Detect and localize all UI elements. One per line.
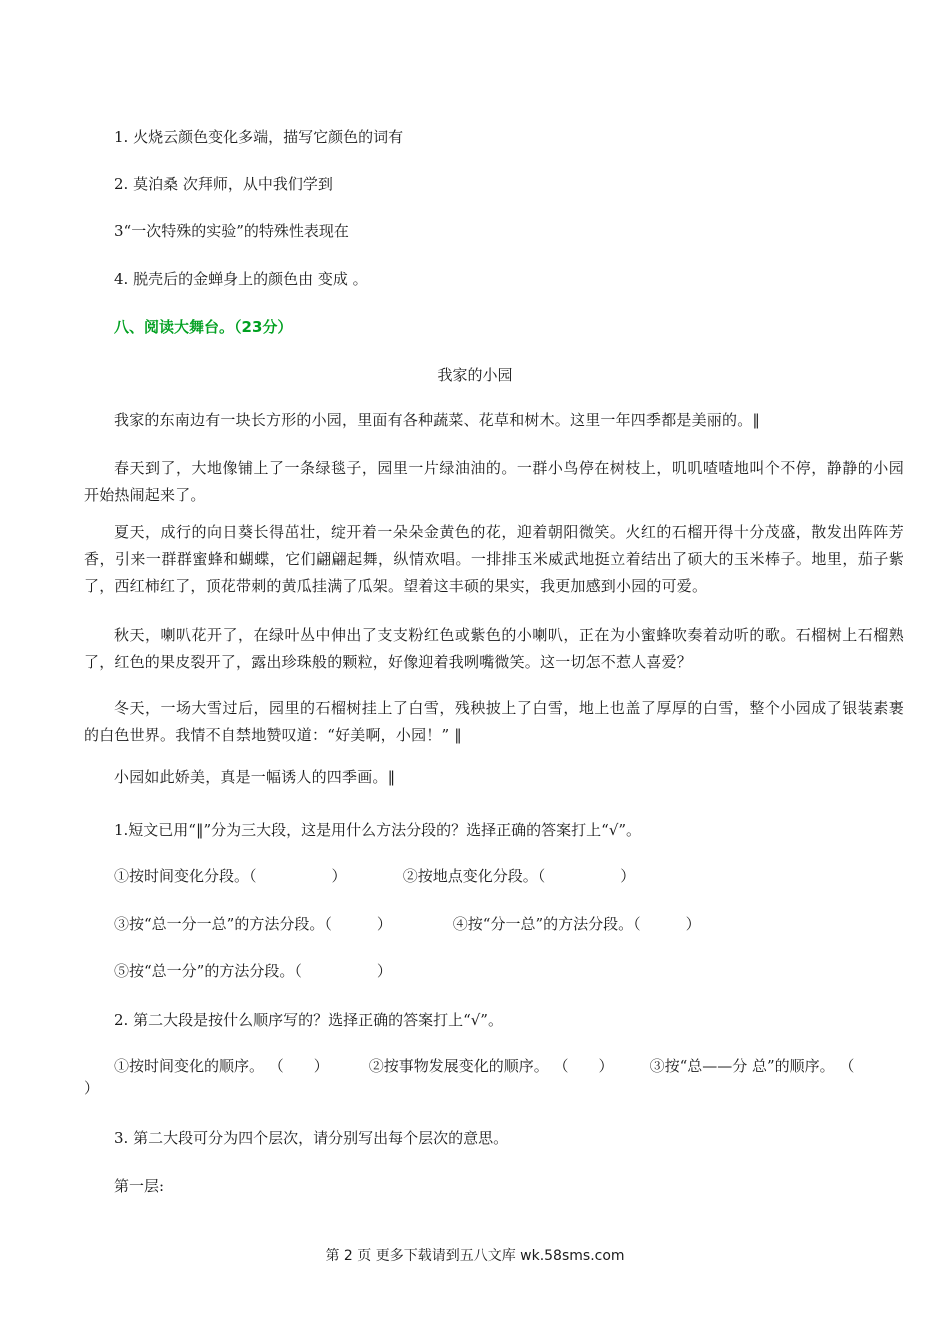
reading-question-1: 1.短文已用“‖”分为三大段，这是用什么方法分段的？选择正确的答案打上“√”。 [114, 821, 642, 839]
layer-1-label: 第一层: [114, 1177, 165, 1195]
article-paragraph: 冬天，一场大雪过后，园里的石榴树挂上了白雪，残秧披上了白雪，地上也盖了厚厚的白雪，整个小园成了银装素裹的白色世界。我情不自禁地赞叹道：“好美啊，小园！” ‖ [84, 699, 904, 744]
option-row [114, 1055, 854, 1077]
question-1: 1. 火烧云颜色变化多端，描写它颜色的词有 [114, 128, 404, 146]
article-paragraph: 夏天，成行的向日葵长得茁壮，绽开着一朵朵金黄色的花，迎着朝阳微笑。火红的石榴开得十分茂盛，散发出阵阵芳香，引来一群群蜜蜂和蝴蝶，它们翩翩起舞，纵情欢唱。一排排玉米威武地挺立着结出了硕大的玉米棒子。地里，茄子紫了，西红柿红了，顶花带刺的黄瓜挂满了瓜架。望着这丰硕的果实，我更加感到小园的可爱。 [84, 523, 904, 595]
option-development-order: ②按事物发展变化的顺序。 （ ） [368, 1057, 614, 1075]
option-place: ②按地点变化分段。（ ） [402, 867, 636, 885]
question-3: 3“一次特殊的实验”的特殊性表现在 [114, 222, 349, 240]
option-row [114, 865, 635, 887]
question-4: 4. 脱壳后的金蝉身上的颜色由 变成 。 [114, 270, 368, 288]
question-2: 2. 莫泊桑 次拜师，从中我们学到 [114, 175, 333, 193]
option-row [114, 960, 392, 982]
option-total-part-order: ③按“总——分 总”的顺序。 （ [649, 1057, 855, 1075]
option-part-total: ④按“分一总”的方法分段。（ ） [452, 915, 701, 933]
article-title: 我家的小园 [437, 366, 513, 384]
option-time: ①按时间变化分段。（ ） [114, 867, 347, 885]
article-paragraph: 秋天，喇叭花开了，在绿叶丛中伸出了支支粉红色或紫色的小喇叭，正在为小蜜蜂吹奏着动听的歌。石榴树上石榴熟了，红色的果皮裂开了，露出珍珠般的颗粒，好像迎着我咧嘴微笑。这一切怎不惹人喜爱？ [84, 626, 904, 671]
section-heading: 八、阅读大舞台。（23分） [114, 318, 293, 336]
option-total-part: ⑤按“总一分”的方法分段。（ ） [114, 962, 392, 980]
option-time-order: ①按时间变化的顺序。 （ ） [114, 1057, 329, 1075]
reading-question-3: 3. 第二大段可分为四个层次，请分别写出每个层次的意思。 [114, 1129, 509, 1147]
article-paragraph: 春天到了，大地像铺上了一条绿毯子，园里一片绿油油的。一群小鸟停在树枝上，叽叽喳喳地叫个不停，静静的小园开始热闹起来了。 [84, 459, 904, 504]
reading-question-2: 2. 第二大段是按什么顺序写的？选择正确的答案打上“√”。 [114, 1011, 503, 1029]
page-footer: 第 2 页 更多下载请到五八文库 wk.58sms.com [325, 1248, 625, 1264]
article-paragraph: 小园如此娇美，真是一幅诱人的四季画。‖ [114, 768, 396, 786]
option-row [114, 913, 701, 935]
article-paragraph: 我家的东南边有一块长方形的小园，里面有各种蔬菜、花草和树木。这里一年四季都是美丽的。‖ [114, 411, 761, 429]
option-continuation: ） [84, 1079, 100, 1097]
option-total-part-total: ③按“总一分一总”的方法分段。（ ） [114, 915, 392, 933]
